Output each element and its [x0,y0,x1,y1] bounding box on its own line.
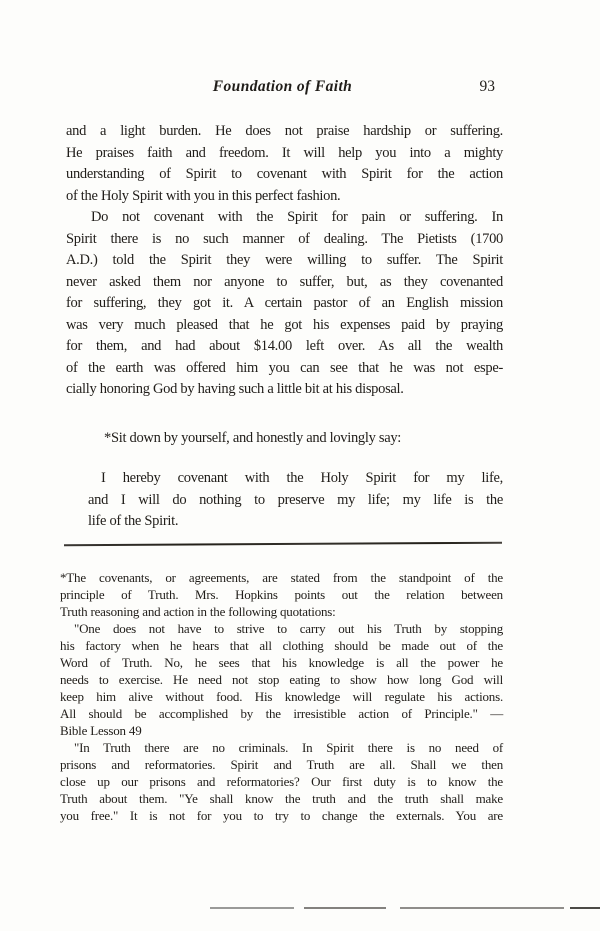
text-line: Word of Truth. No, he sees that his knowledge is all the power he [60,655,503,670]
paragraph [88,468,503,533]
text-line: Spirit there is no such manner of dealing. The Pietists (1700 [66,230,503,247]
paragraph [60,739,503,824]
text-line: A.D.) told the Spirit they were willing to suffer. The Spirit [66,252,503,268]
text-line: Do not covenant with the Spirit for pain or suffering. In [91,209,503,225]
text-line: Bible Lesson 49 [60,723,142,738]
paragraph [66,207,503,401]
scan-artifact-segment [304,907,386,909]
scan-artifact-segment [570,907,600,909]
text-line: of the Holy Spirit with you in this perfect fashion. [66,187,341,204]
footnote-text [60,569,503,824]
text-line: you free." It is not for you to try to change the externals. You are [60,808,503,823]
text-line: his factory when he hears that all clothing should be made out of the [60,638,503,653]
text-line: was very much pleased that he got his expenses paid by praying [66,316,503,333]
text-line: needs to exercise. He need not stop eating to show how long God will [60,672,503,687]
text-line: All should be accomplished by the irresistible action of Principle." — [60,706,503,721]
text-line: "One does not have to strive to carry out his Truth by stopping [74,621,503,636]
paragraph [104,428,503,450]
text-line: *Sit down by yourself, and honestly and lovingly say: [104,429,402,446]
body-text [66,121,503,533]
text-line: close up our prisons and reformatories? Our first duty is to know the [60,774,503,789]
text-line: life of the Spirit. [88,513,179,529]
footnote-separator [64,542,502,547]
text-line: understanding of Spirit to covenant with Spirit for the action [66,166,503,182]
page-header [62,78,503,100]
page-number: 93 [479,78,495,95]
text-line: cially honoring God by having such a little bit at his disposal. [66,381,404,397]
text-line: for them, and had about $14.00 left over. As all the wealth [66,338,503,354]
text-line: keep him alive without food. His knowledge will regulate his actions. [60,689,503,704]
text-line: He praises faith and freedom. It will help you into a mighty [66,144,503,161]
text-line: Truth about them. "Ye shall know the truth and the truth shall make [60,791,503,806]
text-line: and I will do nothing to preserve my life; my life is the [88,491,503,508]
text-line: *The covenants, or agreements, are stated from the standpoint of the [60,570,503,585]
text-line: prisons and reformatories. Spirit and Truth are all. Shall we then [60,757,503,772]
text-line: principle of Truth. Mrs. Hopkins points out the relation between [60,587,503,602]
scan-artifact-line [210,906,600,910]
paragraph [60,620,503,739]
text-line: of the earth was offered him you can see that he was not espe- [66,359,503,376]
text-line: "In Truth there are no criminals. In Spirit there is no need of [74,740,503,755]
scan-artifact-segment [210,907,294,909]
paragraph [60,569,503,620]
scan-artifact-segment [400,907,564,909]
running-title: Foundation of Faith [212,78,353,95]
paragraph [66,121,503,207]
text-line: and a light burden. He does not praise hardship or suffering. [66,123,503,139]
text-line: Truth reasoning and action in the following quotations: [60,604,336,619]
text-line: for suffering, they got it. A certain pastor of an English mission [66,295,503,311]
text-line: never asked them nor anyone to suffer, but, as they covenanted [66,273,503,290]
text-line: I hereby covenant with the Holy Spirit for my life, [101,470,503,486]
